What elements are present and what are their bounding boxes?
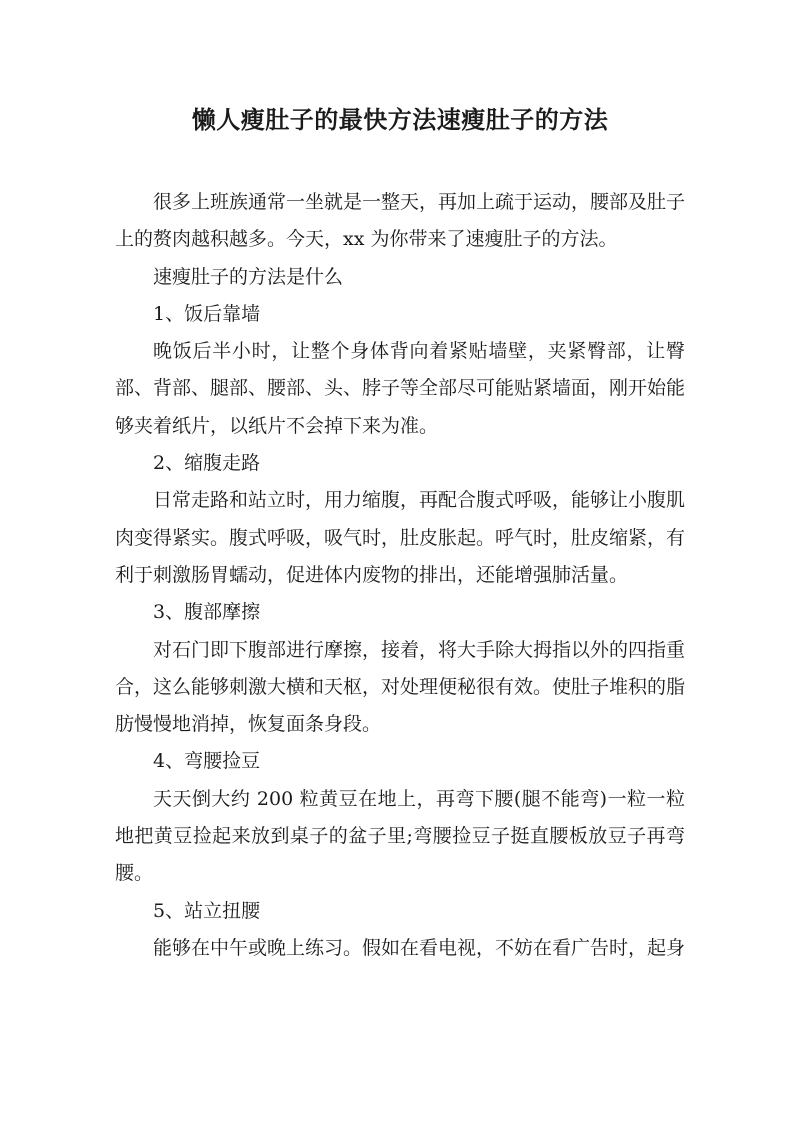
document-body	[115, 184, 685, 967]
method-paragraph-2: 日常走路和站立时，用力缩腹，再配合腹式呼吸，能够让小腹肌肉变得紧实。腹式呼吸，吸气时，肚皮胀起。呼气时，肚皮缩紧，有利于刺激肠胃蠕动，促进体内废物的排出，还能增强肺活量。	[115, 489, 686, 586]
method-heading-2: 2、缩腹走路	[153, 452, 261, 475]
method-heading-5: 5、站立扭腰	[153, 899, 261, 922]
method-heading-3: 3、腹部摩擦	[153, 601, 261, 624]
method-paragraph-1: 晚饭后半小时，让整个身体背向着紧贴墙壁，夹紧臀部，让臀部、背部、腿部、腰部、头、脖子等全部尽可能贴紧墙面，刚开始能够夹着纸片，以纸片不会掉下来为准。	[115, 340, 686, 437]
intro-paragraph: 很多上班族通常一坐就是一整天，再加上疏于运动，腰部及肚子上的赘肉越积越多。今天，xx 为你带来了速瘦肚子的方法。	[115, 191, 686, 251]
method-paragraph-4: 天天倒大约 200 粒黄豆在地上，再弯下腰(腿不能弯)一粒一粒地把黄豆捡起来放到桌子的盆子里;弯腰捡豆子挺直腰板放豆子再弯腰。	[115, 787, 685, 885]
document-title: 懒人瘦肚子的最快方法速瘦肚子的方法	[191, 105, 609, 134]
method-heading-1: 1、饭后靠墙	[153, 302, 261, 325]
method-paragraph-5: 能够在中午或晚上练习。假如在看电视，不妨在看广告时，起身	[153, 936, 686, 959]
method-paragraph-3: 对石门即下腹部进行摩擦，接着，将大手除大拇指以外的四指重合，这么能够刺激大横和天枢，对处理便秘很有效。使肚子堆积的脂肪慢慢地消掉，恢复面条身段。	[115, 638, 686, 736]
method-heading-4: 4、弯腰捡豆	[153, 750, 261, 773]
section-heading: 速瘦肚子的方法是什么	[153, 265, 344, 288]
